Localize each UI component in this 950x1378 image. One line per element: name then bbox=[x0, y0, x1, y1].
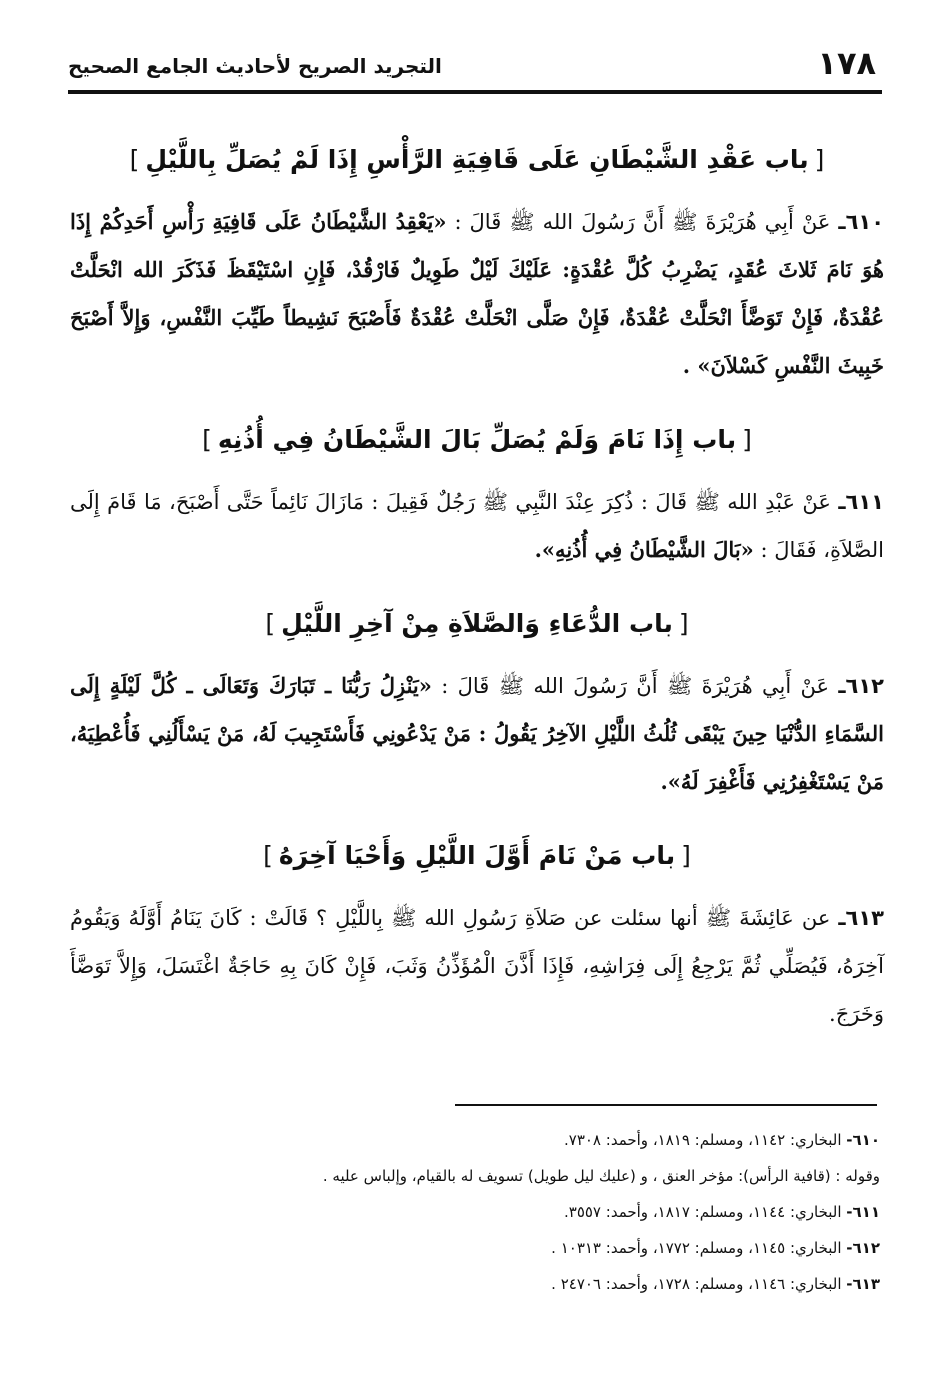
hadith-matn: «يَنْزِلُ رَبُّنَا ـ تَبَارَكَ وَتَعَالَى ـ كُلَّ لَيْلَةٍ إِلَى السَّمَاءِ الدُّنْيَا حِينَ يَبْقَى ثُلُثُ اللَّيْلِ الآخِرُ يَقُولُ : مَنْ يَدْعُونِي فَأَسْتَجِيبَ لَهُ، مَنْ يَسْأَلُنِي فَأُعْطِيَهُ، مَنْ يَسْتَغْفِرُنِي فَأَغْفِرَ لَهُ». bbox=[70, 673, 884, 794]
page-number: ١٧٨ bbox=[817, 44, 876, 82]
hadith-number: ٦١١ـ bbox=[838, 490, 884, 514]
chapter-heading: [باب الدُّعَاءِ وَالصَّلاَةِ مِنْ آخِرِ اللَّيْلِ] bbox=[265, 609, 689, 638]
hadith-number: ٦١٠ـ bbox=[838, 210, 885, 234]
footnote-rule bbox=[455, 1104, 877, 1106]
hadith-matn: «بَالَ الشَّيْطَانُ فِي أُذُنِهِ». bbox=[534, 537, 754, 562]
footnote: وقوله : (قافية الرأس): مؤخر العنق ، و (عليك ليل طويل) تسويف له بالقيام، وإلباس عليه . bbox=[322, 1167, 880, 1185]
hadith-intro: عَنْ أَبِي هُرَيْرَةَ ﷺ أَنَّ رَسُولَ الله ﷺ قَالَ : bbox=[454, 210, 831, 234]
footnotes bbox=[150, 1122, 880, 1302]
hadith-intro: عن عَائِشَةَ ﷺ أنها سئلت عن صَلاَةِ رَسُولِ الله ﷺ بِاللَّيْلِ ؟ قَالَتْ : كَانَ يَنَامُ أَوَّلَهُ وَيَقُومُ آخِرَهُ، فَيُصَلِّي ثُمَّ يَرْجِعُ إِلَى فِرَاشِهِ، فَإِذَا أَذَّنَ الْمُؤَذِّنُ وَثَبَ، فَإِنْ كَانَ بِهِ حَاجَةٌ اغْتَسَلَ، وَإِلاَّ تَوَضَّأَ وَخَرَجَ. bbox=[70, 906, 884, 1026]
footnote: ٦١١- البخاري: ١١٤٤، ومسلم: ١٨١٧، وأحمد: ٣٥٥٧. bbox=[563, 1203, 880, 1221]
footnote: ٦١٢- البخاري: ١١٤٥، ومسلم: ١٧٧٢، وأحمد: ١٠٣١٣ . bbox=[551, 1239, 880, 1257]
hadith-613 bbox=[70, 894, 884, 1038]
main-text bbox=[70, 132, 884, 1060]
page-header bbox=[68, 42, 882, 90]
hadith-number: ٦١٢ـ bbox=[838, 674, 884, 698]
hadith-matn: «يَعْقِدُ الشَّيْطَانُ عَلَى قَافِيَةِ رَأْسِ أَحَدِكُمْ إِذَا هُوَ نَامَ ثَلاثَ عُقَدٍ، يَضْرِبُ كُلَّ عُقْدَةٍ: عَلَيْكَ لَيْلٌ طَوِيلٌ فَارْقُدْ، فَإِنِ اسْتَيْقَظَ فَذَكَرَ الله انْحَلَّتْ عُقْدَةٌ، فَإِنْ تَوَضَّأَ انْحَلَّتْ عُقْدَةٌ، فَإِنْ صَلَّى انْحَلَّتْ عُقْدَةٌ فَأَصْبَحَ نَشِيطاً طَيِّبَ النَّفْسِ، وَإِلاَّ أَصْبَحَ خَبِيثَ النَّفْسِ كَسْلاَنَ» . bbox=[70, 209, 884, 378]
hadith-number: ٦١٣ـ bbox=[838, 906, 884, 930]
chapter-heading: [باب مَنْ نَامَ أَوَّلَ اللَّيْلِ وَأَحْيَا آخِرَهُ] bbox=[263, 841, 691, 870]
footnote: ٦١٠- البخاري: ١١٤٢، ومسلم: ١٨١٩، وأحمد: ٧٣٠٨. bbox=[563, 1131, 880, 1149]
header-rule bbox=[68, 90, 882, 94]
chapter-heading: [باب عَقْدِ الشَّيْطَانِ عَلَى قَافِيَةِ الرَّأْسِ إِذَا لَمْ يُصَلِّ بِاللَّيْلِ] bbox=[129, 145, 825, 174]
hadith-intro: عَنْ عَبْدِ الله ﷺ قَالَ : ذُكِرَ عِنْدَ النَّبِي ﷺ رَجُلٌ فَقِيلَ : مَازَالَ نَائِماً حَتَّى أَصْبَحَ، مَا قَامَ إِلَى الصَّلاَةِ، فَقَالَ : bbox=[70, 490, 884, 562]
hadith-612 bbox=[70, 662, 884, 806]
hadith-610 bbox=[70, 198, 884, 390]
hadith-intro: عَنْ أَبِي هُرَيْرَةَ ﷺ أَنَّ رَسُولَ الله ﷺ قَالَ : bbox=[441, 674, 830, 698]
footnote: ٦١٣- البخاري: ١١٤٦، ومسلم: ١٧٢٨، وأحمد: ٢٤٧٠٦ . bbox=[551, 1275, 880, 1293]
hadith-611 bbox=[70, 478, 884, 574]
chapter-heading: [باب إِذَا نَامَ وَلَمْ يُصَلِّ بَالَ الشَّيْطَانُ فِي أُذُنِهِ] bbox=[202, 425, 752, 454]
running-title: التجريد الصريح لأحاديث الجامع الصحيح bbox=[68, 54, 442, 78]
